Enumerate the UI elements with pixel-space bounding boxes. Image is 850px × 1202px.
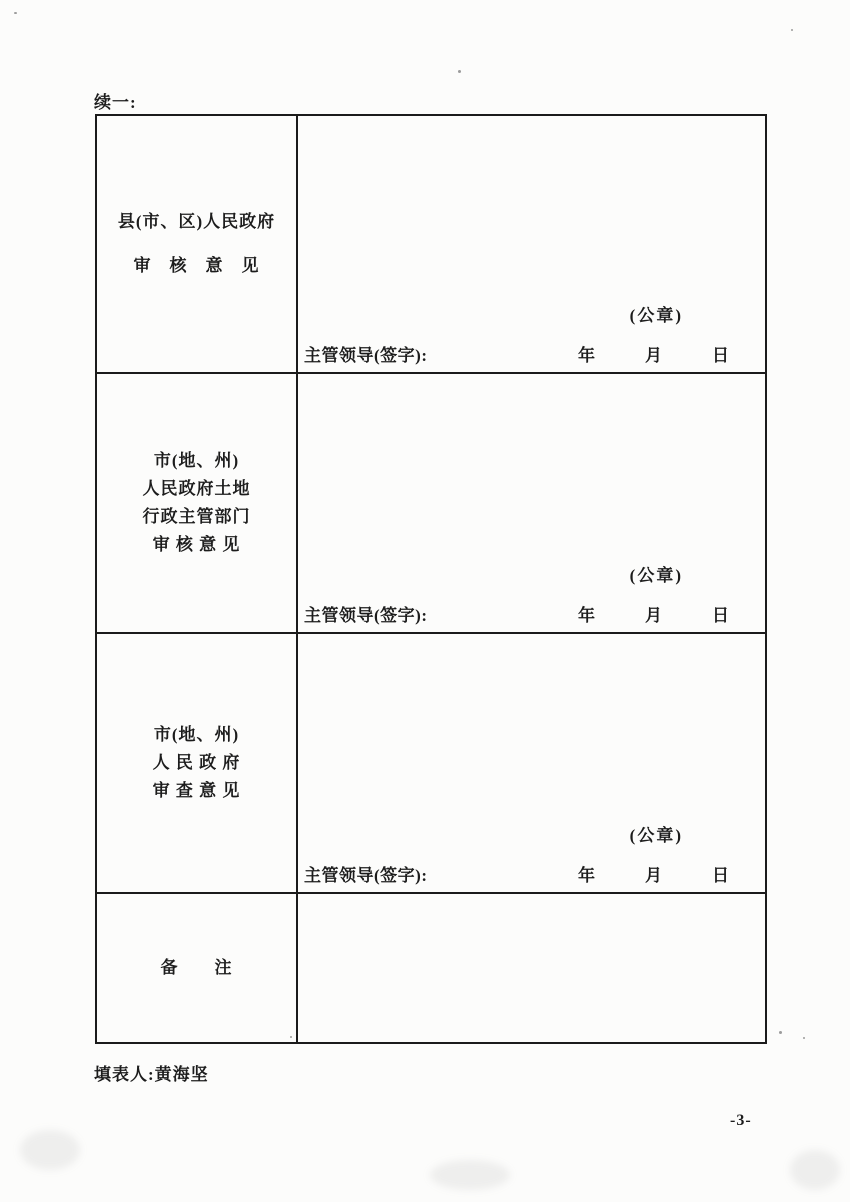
label-line: 审 查 意 见	[152, 781, 241, 800]
date-month-label: 月	[645, 606, 662, 625]
date-month-label: 月	[645, 866, 662, 885]
date-year-label: 年	[578, 606, 595, 625]
row-label-county-review	[97, 116, 298, 372]
date-day-label: 日	[712, 346, 729, 365]
opinion-area-county-review	[298, 116, 765, 372]
date-fields	[578, 601, 729, 626]
scan-speck	[779, 1031, 782, 1034]
row-label-land-admin-review	[97, 374, 298, 632]
page-number: -3-	[730, 1112, 752, 1129]
label-line: 人民政府土地	[142, 479, 251, 498]
date-fields	[578, 861, 729, 886]
date-year-label: 年	[578, 866, 595, 885]
label-line: 审 核 意 见	[152, 535, 241, 554]
label-line: 行政主管部门	[142, 507, 251, 526]
label-line: 市(地、州)	[153, 451, 240, 470]
scan-speck	[791, 29, 793, 31]
row-label-city-examination	[97, 634, 298, 892]
form-filler-name: 填表人:黄海坚	[94, 1065, 209, 1084]
seal-placeholder: (公章)	[629, 566, 683, 585]
signature-line	[304, 861, 765, 886]
sign-label: 主管领导(签字):	[304, 866, 428, 885]
opinion-area-land-admin-review	[298, 374, 765, 632]
date-year-label: 年	[578, 346, 595, 365]
continuation-label: 续一:	[94, 93, 137, 112]
scan-smudge	[20, 1130, 80, 1170]
scan-speck	[458, 70, 461, 73]
signature-line	[304, 341, 765, 366]
label-line: 审 核 意 见	[133, 256, 260, 275]
opinion-area-city-examination	[298, 634, 765, 892]
table-row-land-admin-review	[97, 374, 765, 634]
scan-speck	[14, 12, 17, 14]
label-line: 市(地、州)	[153, 725, 240, 744]
seal-placeholder: (公章)	[629, 826, 683, 845]
scan-speck	[803, 1037, 805, 1039]
sign-label: 主管领导(签字):	[304, 606, 428, 625]
row-label-remarks	[97, 894, 298, 1042]
sign-label: 主管领导(签字):	[304, 346, 428, 365]
date-month-label: 月	[645, 346, 662, 365]
label-line: 备 注	[160, 958, 233, 977]
date-day-label: 日	[712, 606, 729, 625]
label-line: 人 民 政 府	[152, 753, 241, 772]
form-table	[95, 114, 767, 1044]
remarks-area	[298, 894, 765, 1042]
signature-line	[304, 601, 765, 626]
scan-smudge	[790, 1150, 840, 1190]
table-row-city-examination	[97, 634, 765, 894]
date-day-label: 日	[712, 866, 729, 885]
label-line: 县(市、区)人民政府	[117, 212, 276, 231]
date-fields	[578, 341, 729, 366]
table-row-remarks	[97, 894, 765, 1042]
table-row-county-review	[97, 116, 765, 374]
scan-smudge	[430, 1160, 510, 1190]
seal-placeholder: (公章)	[629, 306, 683, 325]
